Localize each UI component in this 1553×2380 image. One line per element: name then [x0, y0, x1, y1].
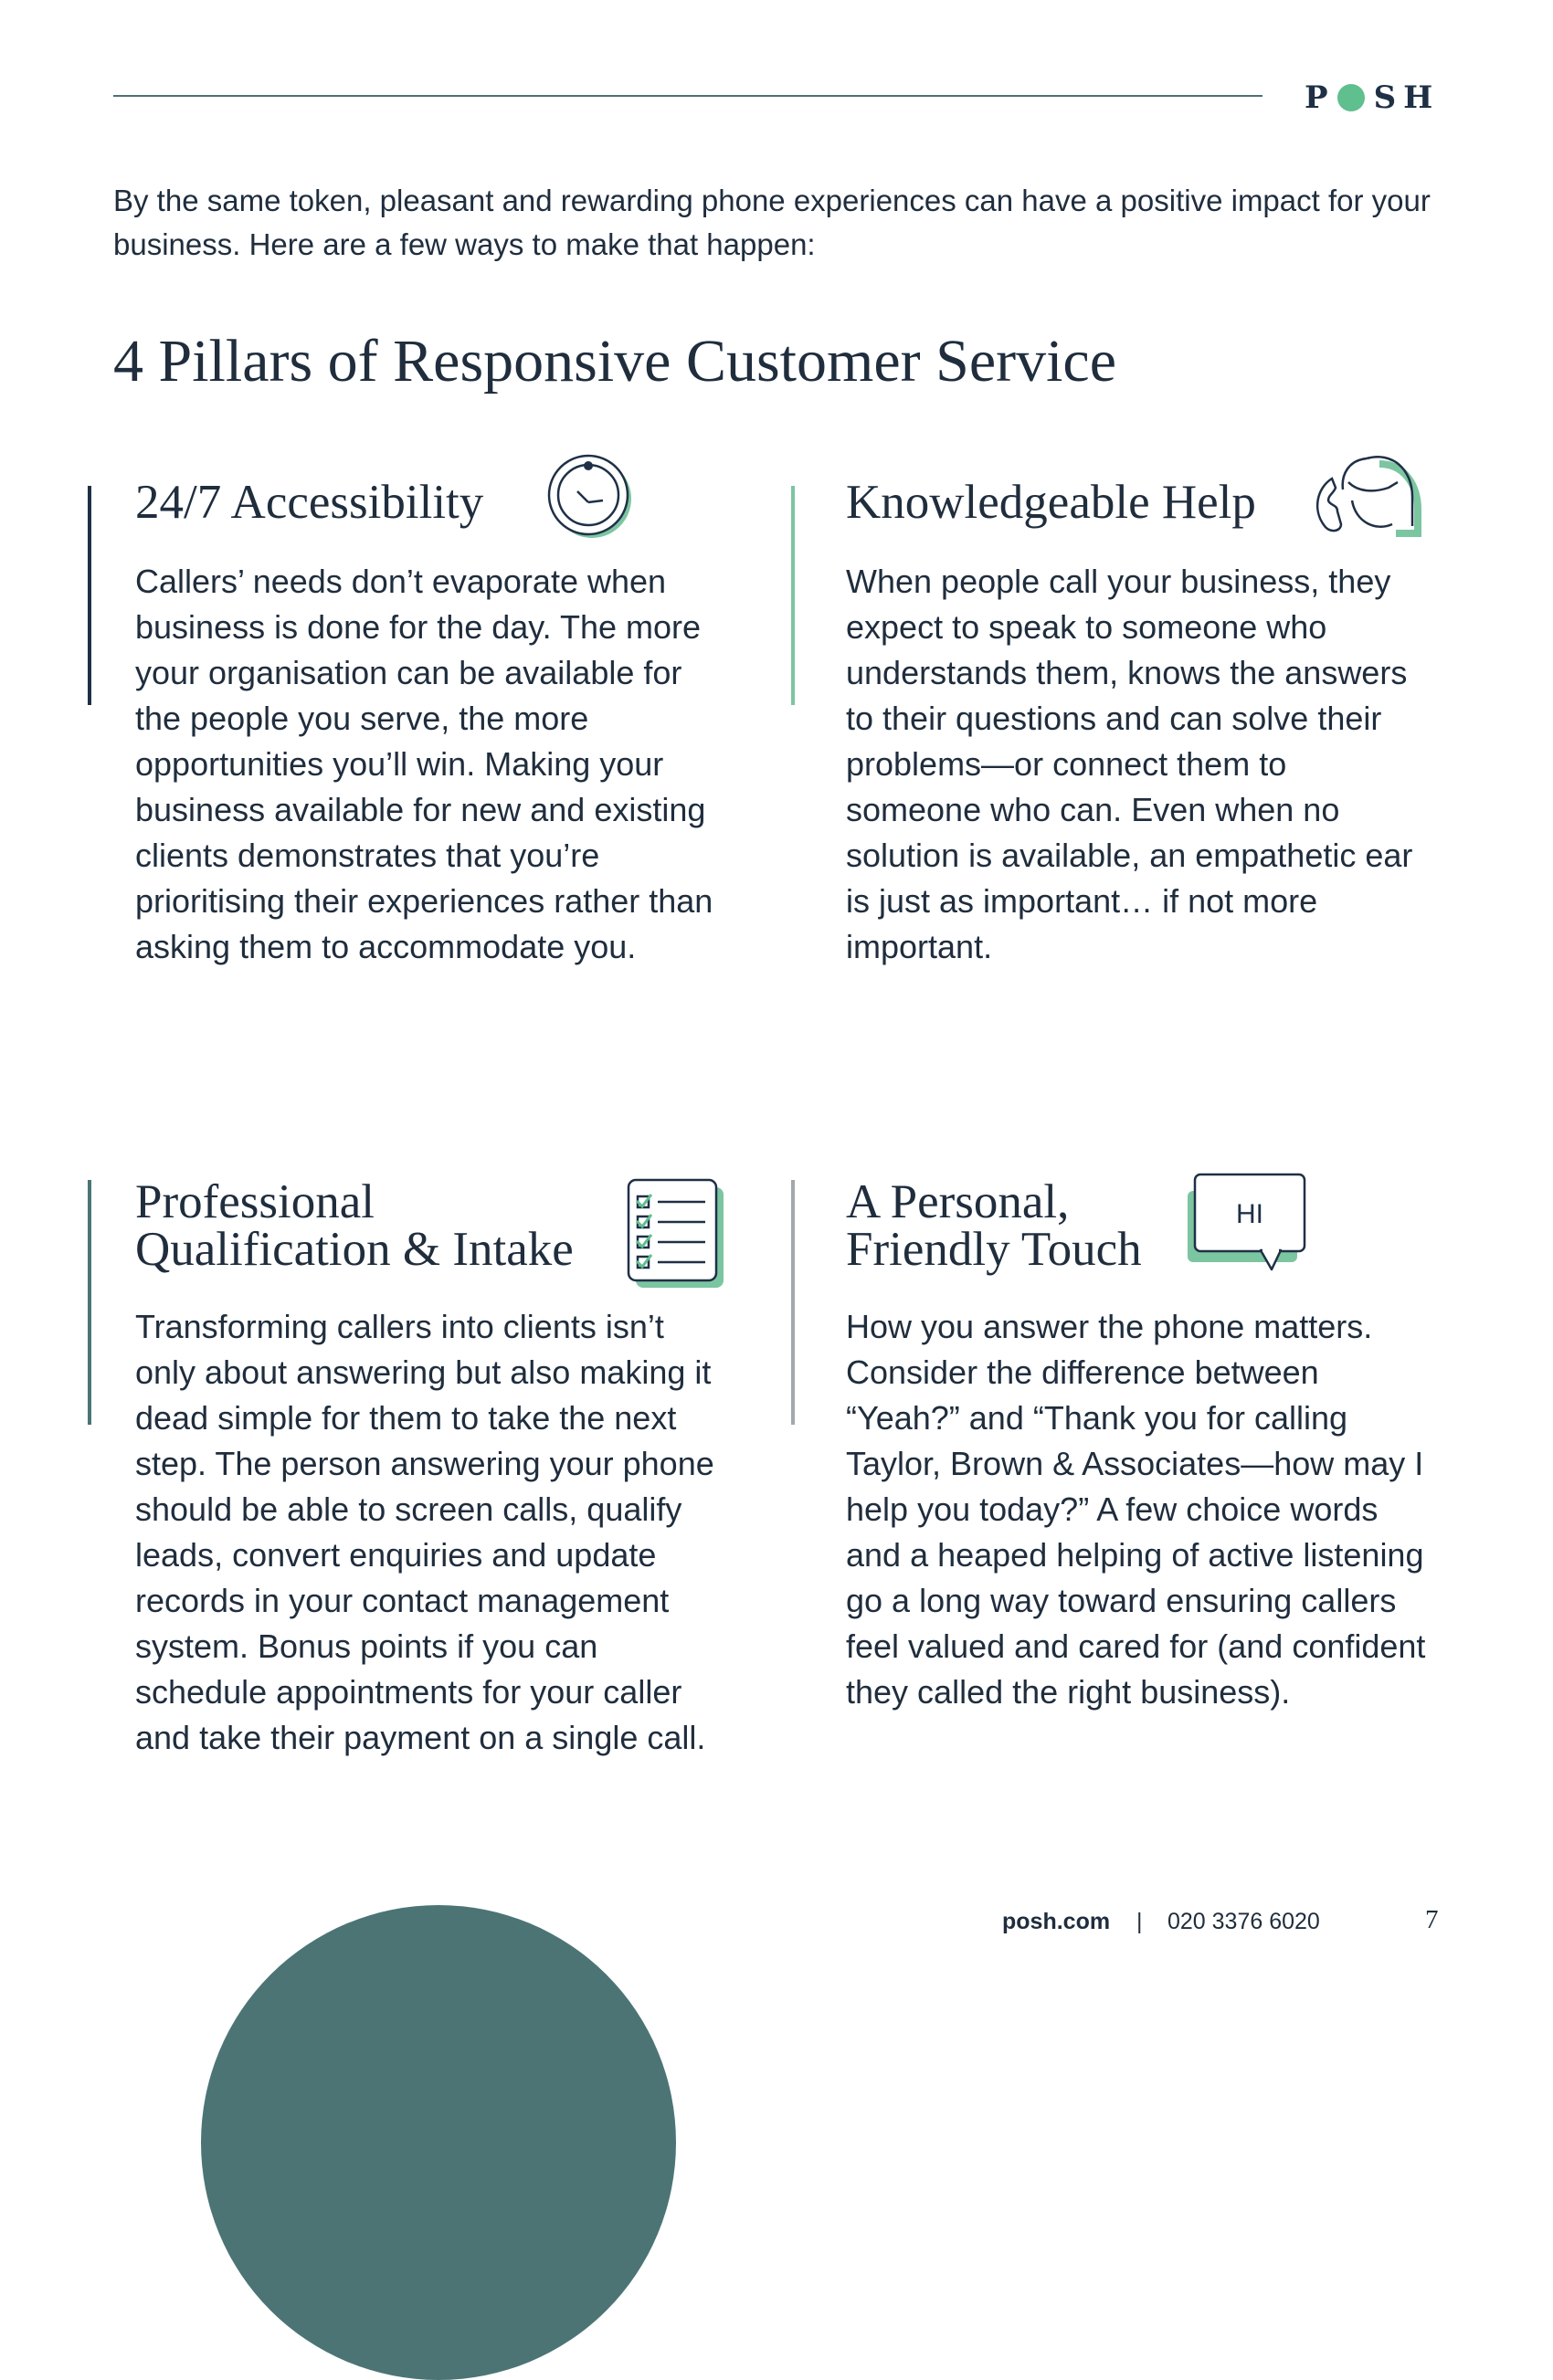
intro-paragraph: By the same token, pleasant and rewarding phone experiences can have a positive impact for your business. Here are a few ways to make that happen: — [113, 184, 1431, 261]
decorative-arc — [201, 1905, 676, 2380]
page-number: 7 — [1425, 1905, 1439, 1934]
pillar-1-body: Callers’ needs don’t evaporate when business is done for the day. The more your organisation can be available for the people you serve, the more opportunities you’ll win. Making your business available for new and existing clients demonstrates that you’re prioritising their experiences rather than asking them to accommodate you. — [135, 563, 713, 965]
speech-bubble-icon — [1184, 1171, 1312, 1277]
footer-separator: | — [1136, 1909, 1143, 1934]
pillar-3-title-line-2: Qualification & Intake — [135, 1223, 574, 1276]
pillar-4-bar — [791, 1180, 795, 1425]
pillar-3-bar — [88, 1180, 91, 1425]
headset-person-icon — [1305, 446, 1423, 544]
checklist-icon — [625, 1176, 727, 1291]
footer-website[interactable]: posh.com — [1002, 1909, 1111, 1934]
pillar-2-bar — [791, 486, 795, 705]
speech-bubble-text: HI — [1236, 1199, 1263, 1229]
pillar-4-title-line-2: Friendly Touch — [846, 1223, 1142, 1276]
logo-dot-icon — [1337, 84, 1365, 111]
pillar-1-title-line: 24/7 Accessibility — [135, 476, 484, 529]
pillar-4-body: How you answer the phone matters. Consider the difference between “Yeah?” and “Thank you for calling Taylor, Brown & Associates—how may I help you today?” A few choice words and a heaped helping of active listening go a long way toward ensuring callers feel valued and cared for (and confident they called the right business). — [846, 1308, 1426, 1711]
pillar-2-body: When people call your business, they expect to speak to someone who understands them, knows the answers to their questions and can solve their problems—or connect them to someone who can. Even when no solution is available, an empathetic ear is just as important… if not more important. — [846, 563, 1413, 965]
pillar-1-title — [135, 476, 738, 529]
posh-logo[interactable] — [1305, 77, 1440, 119]
pillar-1-bar — [88, 486, 91, 705]
pillar-2-title-line: Knowledgeable Help — [846, 476, 1256, 529]
logo-letters-sh: SH — [1373, 79, 1441, 116]
footer-phone[interactable]: 020 3376 6020 — [1167, 1909, 1320, 1934]
clock-icon — [541, 451, 641, 542]
pillar-3-body: Transforming callers into clients isn’t only about answering but also making it dead simple for them to take the next step. The person answering your phone should be able to screen calls, qualify leads, convert enquiries and update records in your contact management system. Bonus points if you can schedule appointments for your caller and take their payment on a single call. — [135, 1308, 714, 1756]
section-title: 4 Pillars of Responsive Customer Service — [113, 328, 1117, 395]
pillar-3-title-line-1: Professional — [135, 1175, 375, 1228]
header-rule — [113, 95, 1262, 97]
pillar-4 — [846, 1175, 1449, 1711]
pillar-4-title — [846, 1175, 1449, 1276]
pillar-1 — [135, 476, 738, 965]
logo-letter-p: P — [1305, 79, 1336, 116]
pillar-4-title-line-1: A Personal, — [846, 1175, 1070, 1228]
